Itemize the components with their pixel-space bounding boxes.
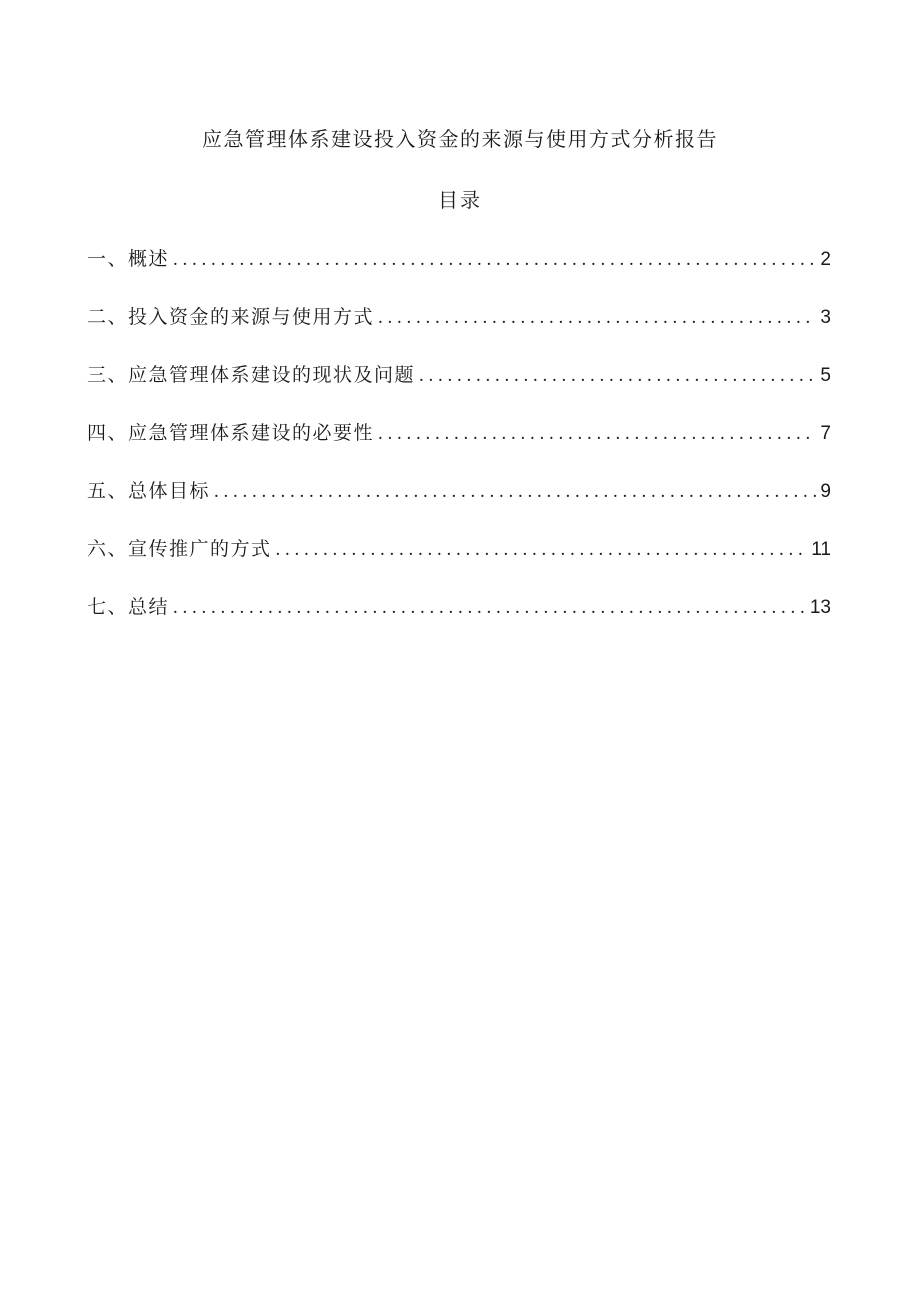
toc-page-number: 11	[811, 539, 831, 560]
toc-entry-label: 七、总结	[87, 596, 170, 618]
toc-page-number: 3	[820, 307, 831, 328]
toc-dot-leader	[419, 361, 816, 391]
toc-dot-leader	[173, 245, 816, 275]
toc-dot-leader	[173, 593, 806, 623]
toc-dot-leader	[214, 477, 816, 507]
toc-page-number: 9	[820, 481, 831, 502]
toc-entry-label: 二、投入资金的来源与使用方式	[87, 306, 375, 328]
toc-entry-necessity[interactable]	[87, 418, 831, 448]
toc-dot-leader	[378, 419, 816, 449]
toc-entry-label: 四、应急管理体系建设的必要性	[87, 422, 375, 444]
toc-page-number: 5	[820, 365, 831, 386]
toc-entry-label: 五、总体目标	[87, 480, 211, 502]
toc-entry-label: 三、应急管理体系建设的现状及问题	[87, 364, 416, 386]
toc-dot-leader	[378, 303, 816, 333]
toc-entry-current-status[interactable]	[87, 360, 831, 390]
toc-entry-promotion[interactable]	[87, 534, 831, 564]
document-title: 应急管理体系建设投入资金的来源与使用方式分析报告	[202, 127, 718, 151]
toc-page-number: 13	[809, 597, 831, 618]
toc-entry-label: 一、概述	[87, 248, 170, 270]
toc-page-number: 2	[820, 249, 831, 270]
toc-entry-overview[interactable]	[87, 244, 831, 274]
table-of-contents	[87, 244, 831, 650]
toc-entry-label: 六、宣传推广的方式	[87, 538, 272, 560]
toc-entry-summary[interactable]	[87, 592, 831, 622]
toc-page-number: 7	[820, 423, 831, 444]
toc-dot-leader	[276, 535, 808, 565]
toc-heading: 目录	[438, 188, 482, 212]
toc-entry-funding-sources[interactable]	[87, 302, 831, 332]
toc-entry-overall-goals[interactable]	[87, 476, 831, 506]
